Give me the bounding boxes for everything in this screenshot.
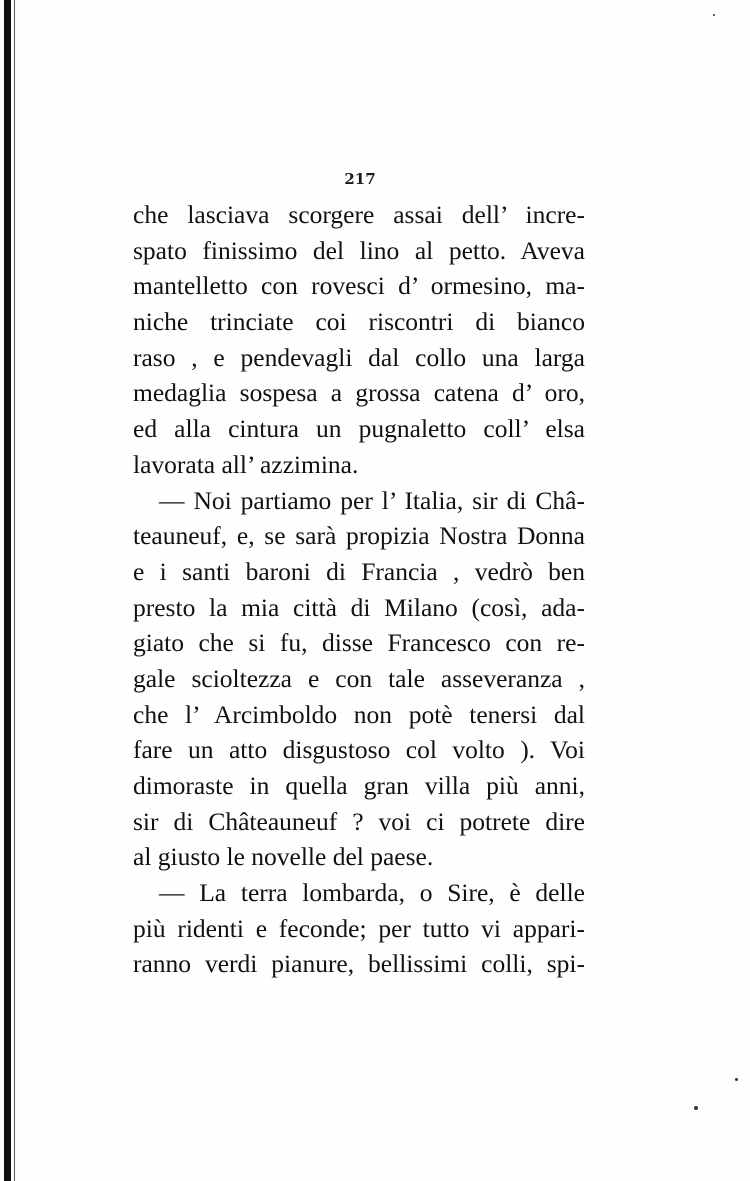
text-line: ranno verdi pianure, bellissimi colli, spi-	[133, 949, 585, 979]
text-line: fare un atto disgustoso col volto ). Voi	[133, 735, 585, 765]
text-line: lavorata all’ azzimina.	[133, 449, 359, 479]
text-line: sir di Châteauneuf ? voi ci potrete dire	[133, 806, 585, 836]
text-line: giato che si fu, disse Francesco con re-	[133, 628, 585, 658]
text-line: medaglia sospesa a grossa catena d’ oro,	[133, 378, 585, 408]
text-line: mantelletto con rovesci d’ ormesino, ma-	[133, 271, 585, 301]
text-line: — La terra lombarda, o Sire, è delle	[159, 878, 585, 908]
text-line: che l’ Arcimboldo non potè tenersi dal	[133, 699, 585, 729]
paper-speck	[713, 14, 715, 16]
text-line: che lasciava scorgere assai dell’ incre-	[133, 200, 585, 229]
text-line: al giusto le novelle del paese.	[133, 842, 434, 872]
text-line: spato finissimo del lino al petto. Aveva	[133, 235, 585, 265]
paper-speck	[735, 1078, 738, 1081]
text-line: gale scioltezza e con tale asseveranza ,	[133, 663, 585, 693]
text-line: presto la mia città di Milano (così, ada-	[133, 592, 585, 622]
text-line: raso , e pendevagli dal collo una larga	[133, 342, 585, 372]
text-line: teauneuf, e, se sarà propizia Nostra Donna	[133, 521, 585, 551]
text-line: niche trinciate coi riscontri di bianco	[133, 307, 585, 337]
text-line: dimoraste in quella gran villa più anni,	[133, 771, 585, 800]
text-line: più ridenti e feconde; per tutto vi appari-	[133, 913, 585, 943]
paper-speck	[694, 1106, 698, 1110]
text-line: ed alla cintura un pugnaletto coll’ elsa	[133, 414, 585, 444]
text-line: — Noi partiamo per l’ Italia, sir di Châ-	[159, 485, 585, 515]
text-line: e i santi baroni di Francia , vedrò ben	[133, 556, 585, 586]
body-text	[133, 197, 585, 982]
page-number: 217	[344, 170, 376, 188]
